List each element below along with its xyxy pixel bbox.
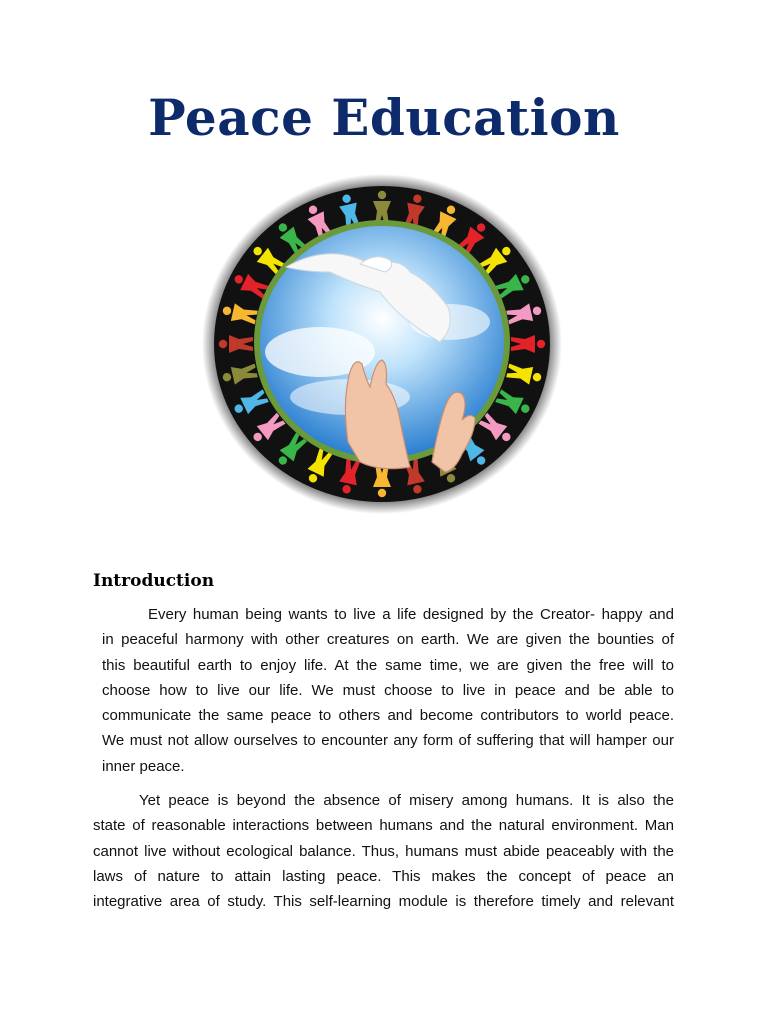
paragraph-line: this beautiful earth to enjoy life. At the same time, we are given the free will to: [102, 656, 674, 674]
paragraph-line: inner peace.: [102, 757, 185, 775]
peace-dove-hands-emblem-icon: [200, 172, 564, 516]
paragraph-line: communicate the same peace to others and become contributors to world peace.: [102, 707, 674, 725]
paragraph-2: [93, 788, 674, 914]
paragraph-line: state of reasonable interactions between humans and the natural environment. Man: [93, 817, 674, 835]
page-title: Peace Education: [148, 88, 620, 147]
paragraph-line: in peaceful harmony with other creatures on earth. We are given the bounties of: [102, 631, 674, 649]
peace-emblem-image: [200, 172, 564, 516]
paragraph-line: laws of nature to attain lasting peace. This makes the concept of peace an: [93, 867, 674, 885]
paragraph-line: Yet peace is beyond the absence of misery among humans. It is also the: [139, 792, 674, 809]
paragraph-line: choose how to live our life. We must choose to live in peace and be able to: [102, 681, 674, 699]
paragraph-line: integrative area of study. This self-learning module is therefore timely and relevant: [93, 893, 674, 911]
paragraph-line: Every human being wants to live a life designed by the Creator- happy and: [148, 606, 674, 623]
paragraph-line: cannot live without ecological balance. Thus, humans must abide peaceably with the: [93, 842, 674, 860]
paragraph-1: [102, 602, 674, 779]
section-heading-introduction: Introduction: [93, 571, 215, 591]
paragraph-line: We must not allow ourselves to encounter any form of suffering that will hamper our: [102, 732, 674, 750]
